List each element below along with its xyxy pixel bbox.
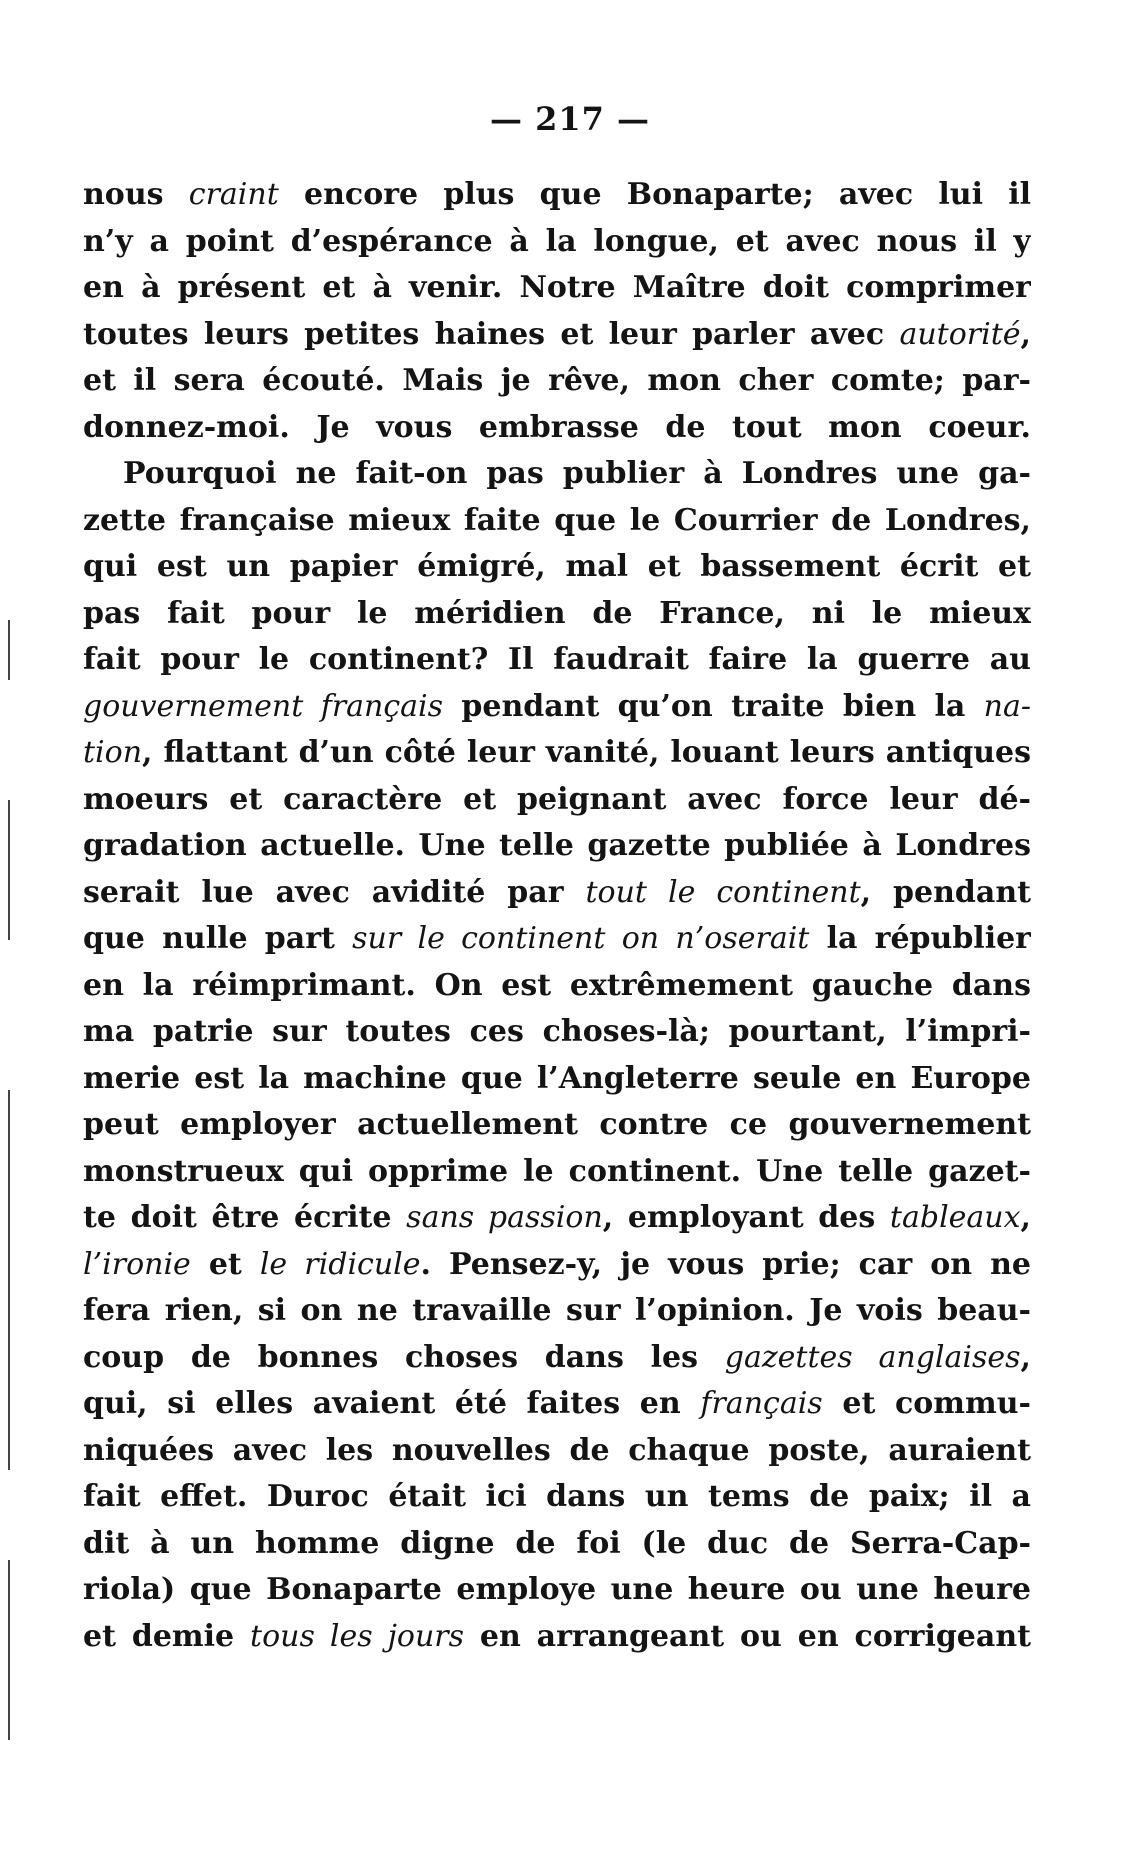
page-number: — 217 — bbox=[489, 100, 651, 138]
italic-run: gazettes anglaises bbox=[724, 1339, 1021, 1375]
text-run: , bbox=[1020, 1339, 1031, 1375]
italic-run: l’ironie bbox=[83, 1246, 191, 1282]
margin-scan-mark bbox=[8, 800, 10, 940]
text-run: en à présent et à venir. Notre Maître doit comprimer bbox=[83, 270, 1031, 305]
italic-run: sur le continent on n’oserait bbox=[352, 921, 810, 956]
body-text bbox=[83, 172, 1031, 1660]
italic-run: français bbox=[700, 1386, 823, 1421]
text-run: en la réimprimant. On est extrêmement gauche dans bbox=[83, 967, 1031, 1003]
text-line bbox=[83, 451, 1031, 498]
text-run: toutes leurs petites haines et leur parler avec bbox=[83, 316, 900, 352]
italic-run: tout le continent bbox=[585, 874, 861, 910]
text-line bbox=[83, 1521, 1031, 1568]
text-run: , employant des bbox=[602, 1200, 890, 1235]
text-run: pendant qu’on traite bien la bbox=[443, 688, 984, 724]
text-run: donnez-moi. Je vous embrasse de tout mon coeur. bbox=[83, 409, 1031, 445]
text-run: riola) que Bonaparte employe une heure ou une heure bbox=[83, 1572, 1031, 1607]
margin-scan-mark bbox=[8, 620, 10, 680]
text-line bbox=[83, 1335, 1031, 1382]
text-line bbox=[83, 405, 1031, 452]
text-run: et demie bbox=[83, 1618, 251, 1654]
text-run: Pourquoi ne fait-on pas publier à Londres une ga- bbox=[123, 456, 1031, 491]
text-line bbox=[83, 172, 1031, 219]
text-line bbox=[83, 312, 1031, 359]
text-run: et bbox=[190, 1246, 260, 1282]
text-line bbox=[83, 1242, 1031, 1289]
italic-run: autorité bbox=[899, 316, 1021, 352]
text-run: peut employer actuellement contre ce gouvernement bbox=[83, 1107, 1031, 1142]
text-run: moeurs et caractère et peignant avec force leur dé- bbox=[83, 781, 1031, 817]
text-run: serait lue avec avidité par bbox=[83, 874, 586, 910]
text-line bbox=[83, 219, 1031, 266]
text-line bbox=[83, 1056, 1031, 1103]
text-run: et commu- bbox=[822, 1386, 1031, 1421]
italic-run: tous les jours bbox=[250, 1618, 464, 1654]
text-run: n’y a point d’espérance à la longue, et avec nous il y bbox=[83, 223, 1031, 259]
text-run: en arrangeant ou en corrigeant bbox=[464, 1618, 1031, 1654]
text-run: nous bbox=[83, 177, 189, 212]
text-line bbox=[83, 730, 1031, 777]
text-line bbox=[83, 1428, 1031, 1475]
text-line bbox=[83, 1195, 1031, 1242]
text-run: fait pour le continent? Il faudrait faire la guerre au bbox=[83, 642, 1031, 677]
text-line bbox=[83, 1149, 1031, 1196]
text-line bbox=[83, 1102, 1031, 1149]
text-run: pas fait pour le méridien de France, ni le mieux bbox=[83, 595, 1031, 631]
italic-run: le ridicule bbox=[259, 1246, 421, 1282]
text-line bbox=[83, 637, 1031, 684]
text-line bbox=[83, 1009, 1031, 1056]
text-line bbox=[83, 963, 1031, 1010]
margin-scan-mark bbox=[8, 1090, 10, 1470]
text-run: zette française mieux faite que le Courrier de Londres, bbox=[83, 502, 1031, 538]
text-run: qui, si elles avaient été faites en bbox=[83, 1386, 701, 1421]
text-line bbox=[83, 265, 1031, 312]
text-line bbox=[83, 916, 1031, 963]
text-line bbox=[83, 777, 1031, 824]
text-run: fera rien, si on ne travaille sur l’opinion. Je vois beau- bbox=[83, 1293, 1031, 1328]
text-line bbox=[83, 1474, 1031, 1521]
text-line bbox=[83, 544, 1031, 591]
text-run: fait effet. Duroc était ici dans un tems de paix; il a bbox=[83, 1479, 1031, 1514]
margin-scan-mark bbox=[8, 1560, 10, 1740]
italic-run: na- bbox=[983, 688, 1031, 724]
text-run: niquées avec les nouvelles de chaque poste, auraient bbox=[83, 1432, 1031, 1468]
text-line bbox=[83, 498, 1031, 545]
text-line bbox=[83, 1381, 1031, 1428]
text-run: encore plus que Bonaparte; avec lui il bbox=[278, 177, 1031, 212]
text-run: ma patrie sur toutes ces choses-là; pourtant, l’impri- bbox=[83, 1014, 1031, 1049]
text-run: et il sera écouté. Mais je rêve, mon cher comte; par- bbox=[83, 363, 1031, 398]
text-run: te doit être écrite bbox=[83, 1200, 407, 1235]
text-line bbox=[83, 1567, 1031, 1614]
italic-run: gouvernement français bbox=[83, 688, 444, 724]
text-line bbox=[83, 1614, 1031, 1661]
text-line bbox=[83, 684, 1031, 731]
text-run: , flattant d’un côté leur vanité, louant leurs antiques bbox=[142, 735, 1031, 770]
text-line bbox=[83, 591, 1031, 638]
text-run: qui est un papier émigré, mal et bassement écrit et bbox=[83, 549, 1031, 584]
text-run: gradation actuelle. Une telle gazette publiée à Londres bbox=[83, 828, 1031, 863]
text-line bbox=[83, 823, 1031, 870]
text-run: monstrueux qui opprime le continent. Une telle gazet- bbox=[83, 1153, 1031, 1189]
text-line bbox=[83, 358, 1031, 405]
italic-run: sans passion bbox=[406, 1200, 603, 1235]
text-line bbox=[83, 870, 1031, 917]
text-run: , bbox=[1020, 1200, 1031, 1235]
text-run: . Pensez-y, je vous prie; car on ne bbox=[420, 1246, 1031, 1282]
italic-run: craint bbox=[188, 177, 279, 212]
text-run: , pendant bbox=[860, 874, 1031, 910]
text-run: , bbox=[1020, 316, 1031, 352]
italic-run: tableaux bbox=[889, 1200, 1021, 1235]
text-run: que nulle part bbox=[83, 921, 353, 956]
text-run: merie est la machine que l’Angleterre seule en Europe bbox=[83, 1060, 1031, 1096]
text-run: dit à un homme digne de foi (le duc de Serra-Cap- bbox=[83, 1525, 1031, 1561]
italic-run: tion bbox=[83, 735, 143, 770]
text-run: la républier bbox=[809, 921, 1031, 956]
text-run: coup de bonnes choses dans les bbox=[83, 1339, 725, 1375]
text-line bbox=[83, 1288, 1031, 1335]
